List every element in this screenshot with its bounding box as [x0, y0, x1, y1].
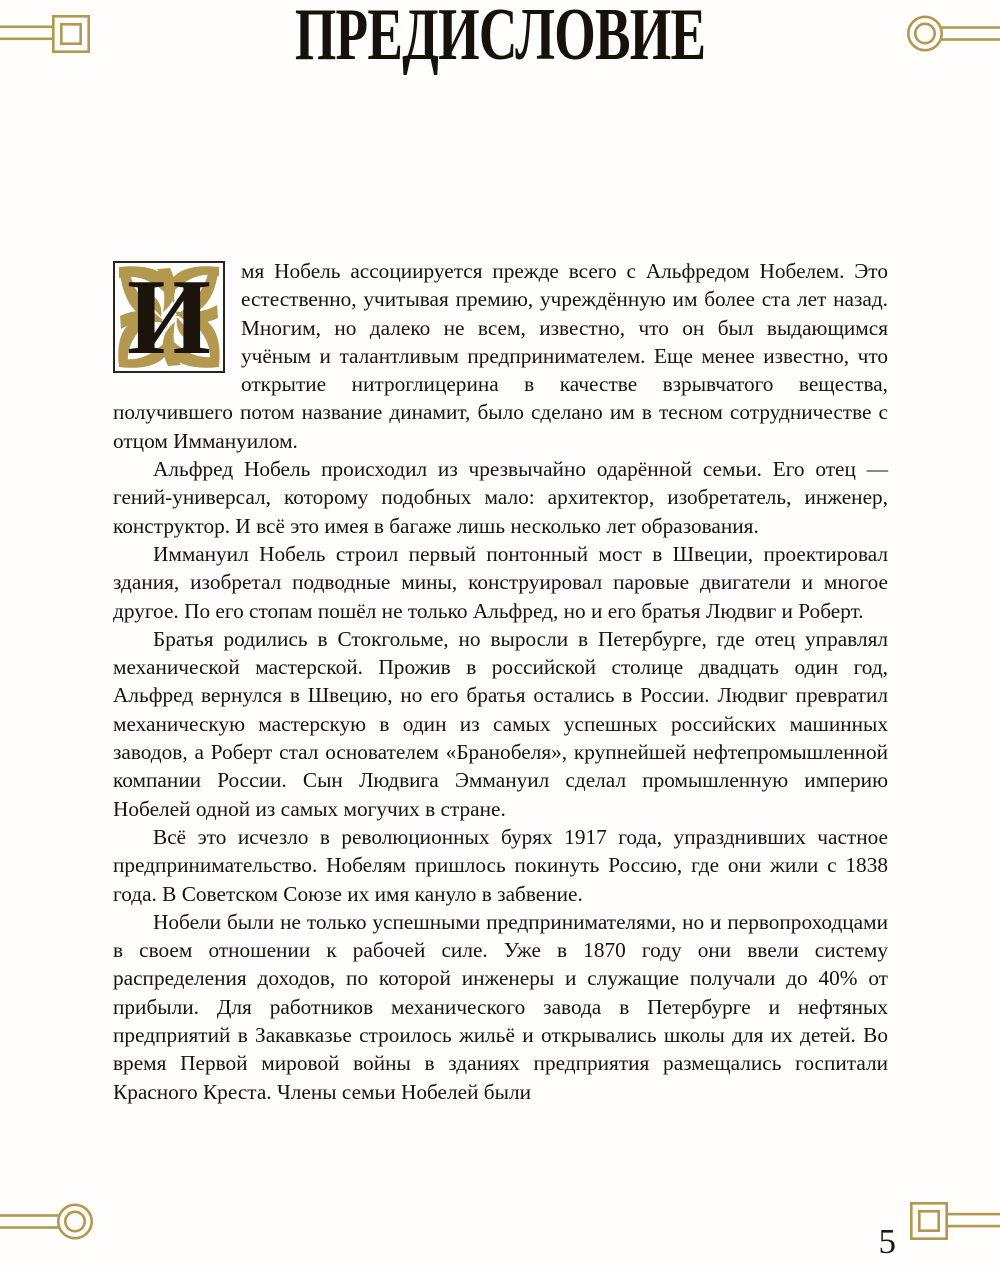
paragraph-text: мя Нобель ассоциируется прежде всего с Альфредом Нобелем. Это естественно, учитывая премию, учреждённую им более ста лет назад. Многим, но далеко не всем, известно, что он был выдающимся учёным и талантливым предпринимателем. Еще менее известно, что открытие нитроглицерина в качестве взрывчатого вещества, получившего потом название динамит, было сделано им в тесном сотрудничестве с отцом Иммануилом.: [113, 259, 888, 453]
paragraph: Нобели были не только успешными предпринимателями, но и первопроходцами в своем отношении к рабочей силе. Уже в 1870 году они ввели систему распределения доходов, по которой инженеры и служащие получали до 40% от прибыли. Для работников механического завода в Петербурге и нефтяных предприятий в Закавказье строилось жильё и открывались школы для их детей. Во время Первой мировой войны в зданиях предприятия размещались госпитали Красного Креста. Члены семьи Нобелей были: [113, 909, 888, 1104]
paragraph: [113, 257, 888, 455]
page-header: [0, 0, 1000, 76]
dropcap-letter: И: [126, 258, 211, 377]
corner-circle-ornament-icon: [905, 13, 1000, 58]
corner-circle-ornament-icon: [0, 1201, 95, 1246]
dropcap: [113, 258, 225, 377]
corner-square-ornament-icon: [0, 13, 91, 58]
paragraph: Иммануил Нобель строил первый понтонный мост в Швеции, проектировал здания, изобретал подводные мины, конструировал паровые двигатели и многое другое. По его стопам пошёл не только Альфред, но и его братья Людвиг и Роберт.: [113, 541, 888, 623]
paragraph: Альфред Нобель происходил из чрезвычайно одарённой семьи. Его отец — гений-универсал, которому подобных мало: архитектор, изобретатель, инженер, конструктор. И всё это имея в багаже лишь несколько лет образования.: [113, 457, 888, 538]
page-number: 5: [878, 1222, 896, 1261]
paragraph: Всё это исчезло в революционных бурях 1917 года, упразднивших частное предпринимательство. Нобелям пришлось покинуть Россию, где они жили с 1838 года. В Советском Союзе их имя кануло в забвение.: [113, 824, 888, 906]
page-title: ПРЕДИСЛОВИЕ: [294, 0, 706, 76]
corner-square-ornament-icon: [908, 1200, 1000, 1245]
paragraph: Братья родились в Стокгольме, но выросли в Петербурге, где отец управлял механической мастерской. Прожив в российской столице двадцать один год, Альфред вернулся в Швецию, но его братья остались в России. Людвиг превратил механическую мастерскую в один из самых успешных российских машинных заводов, а Роберт стал основателем «Бранобеля», крупнейшей нефтепромышленной компании России. Сын Людвига Эммануил сделал промышленную империю Нобелей одной из самых могучих в стране.: [113, 626, 888, 821]
body-text: [113, 257, 888, 1106]
